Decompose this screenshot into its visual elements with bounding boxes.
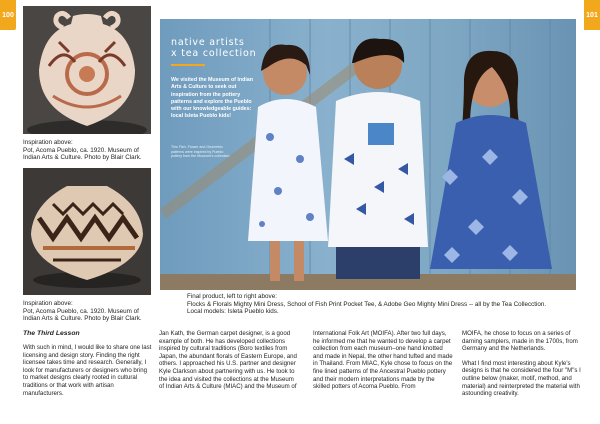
hero-intro-text: We visited the Museum of Indian Arts & Culture to seek out inspiration from the pottery patterns and explore the Pueblo with our knowledgeable guides: local Isleta Pueblo kids! xyxy=(171,77,254,120)
top-pot-caption-line: Inspiration above: xyxy=(23,139,73,146)
hero-title-line-2: x tea collection xyxy=(171,48,257,59)
page-number-right: 101 xyxy=(584,0,600,30)
hero-title-accent-rule xyxy=(171,64,205,66)
final-product-caption xyxy=(187,293,587,316)
bottom-pot-caption-line: Indian Arts & Culture. Photo by Blair Clark. xyxy=(23,315,142,323)
final-product-caption-line: Final product, left to right above: xyxy=(187,293,277,300)
article-column-3: International Folk Art (MOIFA). After two full days, he informed me that he wanted to develop a carpet collection from each museum–one hand knotted and made in Nepal, the other hand tufted and made in Thailand. From MIAC, Kyle chose to focus on the fine lined patterns of the Ancestral Pueblo pottery and their modern interpretations made by the skilled potters of Acoma Pueblo. From xyxy=(313,330,453,391)
bottom-pot-caption-line: Inspiration above: xyxy=(23,300,73,307)
bottom-pot-caption-line: Pot, Acoma Pueblo, ca. 1920. Museum of xyxy=(23,307,139,315)
hero-photo xyxy=(160,19,576,290)
final-product-caption-line: Local models: Isleta Pueblo kids. xyxy=(187,308,279,316)
bottom-pot-caption xyxy=(23,300,142,323)
final-product-caption-line: Flocks & Florals Mighty Mini Dress, School of Fish Print Pocket Tee, & Adobe Geo Mighty Mini Dress -- all by the Tea Collecction. xyxy=(187,300,547,308)
article-column-4-paragraph-1: MOIFA, he chose to focus on a series of darning samplers, made in the 1700s, from Germany and the Netherlands. xyxy=(462,330,578,353)
bottom-pot-image xyxy=(23,168,151,295)
hero-small-note: This Fish, Flower and Geometric patterns were inspired by Pueblo pottery from the Museum's collection. xyxy=(171,145,231,159)
article-column-4 xyxy=(462,330,590,398)
hero-title xyxy=(171,37,256,66)
top-pot-caption xyxy=(23,139,142,162)
top-pot-photo xyxy=(23,6,151,134)
article-column-1: With such in mind, I would like to share one last licensing and design story. Finding the right licensee takes time and research. Generally, I look for manufacturers or designers who bring to market designs clearly rooted in cultural traditions or that work with artisan manufacturers. xyxy=(23,344,152,397)
article-column-2: Jan Kath, the German carpet designer, is a good example of both. He has developed collections inspired by cultural traditions (Boro textiles from Japan, the abundant florals of Eastern Europe, and others. I approached his U.S. partner and designer Kyle Clarkson about partnering with us. He took to the idea and visited the collections at the Museum of Indian Arts & Culture (MIAC) and the Museum of xyxy=(159,330,297,391)
hero-title-line-1: native artists xyxy=(171,37,245,48)
article-column-4-paragraph-2: What I find most interesting about Kyle's designs is that he considered the four "M"s I outline below (maker, motif, method, and material) and reinterpreted the material with astounding creativity. xyxy=(462,359,581,398)
page-number-left: 100 xyxy=(0,0,16,30)
top-pot-caption-line: Pot, Acoma Pueblo, ca. 1920. Museum of xyxy=(23,146,139,154)
top-pot-image xyxy=(23,6,151,134)
section-title: The Third Lesson xyxy=(23,330,80,337)
bottom-pot-photo xyxy=(23,168,151,295)
top-pot-caption-line: Indian Arts & Culture. Photo by Blair Clark. xyxy=(23,154,142,162)
